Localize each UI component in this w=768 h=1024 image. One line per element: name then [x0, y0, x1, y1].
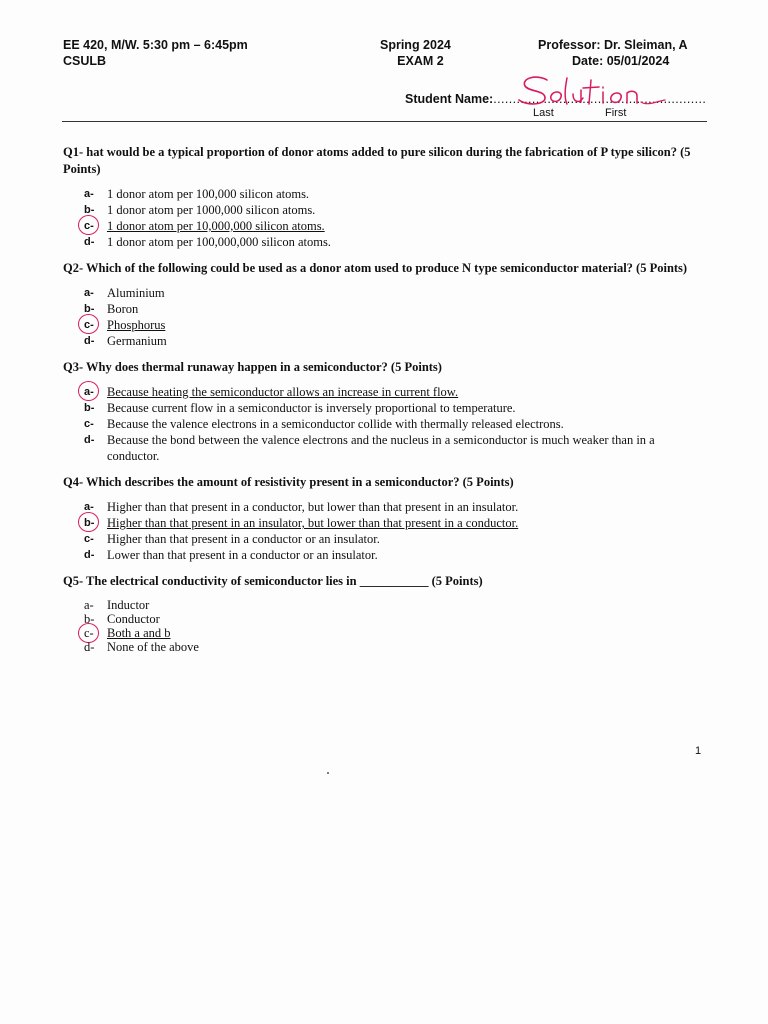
option-b-correct: [63, 515, 703, 531]
option-letter: a-: [84, 598, 94, 612]
option-c-correct: [63, 317, 703, 333]
option-letter: b-: [84, 612, 95, 626]
option-text: Germanium: [107, 334, 167, 348]
option-letter: a-: [84, 188, 94, 200]
option-c: [63, 531, 703, 547]
question-text: Q3- Why does thermal runaway happen in a semiconductor? (5 Points): [63, 360, 442, 374]
option-letter-circled: b-: [84, 517, 95, 529]
option-letter: d-: [84, 236, 95, 248]
question-4: [63, 474, 703, 563]
option-letter: d-: [84, 335, 95, 347]
option-d: [63, 432, 703, 464]
option-letter-circled: c-: [84, 220, 94, 232]
handwritten-solution-signature: [515, 72, 685, 112]
option-d: [63, 640, 703, 654]
question-text: Q2- Which of the following could be used as a donor atom used to produce N type semiconductor material? (5 Points): [63, 261, 688, 275]
option-letter: d-: [84, 434, 95, 446]
stray-dot-mark: [327, 772, 329, 774]
option-letter-circled: a-: [84, 386, 94, 398]
option-a: [63, 285, 703, 301]
option-letter: c-: [84, 418, 94, 430]
option-b: [63, 612, 703, 626]
question-text: Q5- The electrical conductivity of semiconductor lies in ___________ (5 Points): [63, 574, 483, 588]
answer-options: [63, 499, 703, 563]
option-d: [63, 234, 703, 250]
student-name-dots: .......................................................: [493, 92, 707, 106]
option-letter: c-: [84, 533, 94, 545]
option-text: 1 donor atom per 1000,000 silicon atoms.: [107, 203, 316, 217]
option-text: Lower than that present in a conductor or an insulator.: [107, 548, 378, 562]
page-number: 1: [695, 745, 702, 757]
option-c: [63, 416, 703, 432]
option-b: [63, 202, 703, 218]
option-letter: b-: [84, 303, 95, 315]
question-text: Q1- hat would be a typical proportion of donor atoms added to pure silicon during the fabrication of P type silicon? (5 Points): [63, 145, 691, 176]
professor-name: Professor: Dr. Sleiman, A: [538, 38, 688, 52]
option-c-correct: [63, 626, 703, 640]
option-letter: a-: [84, 287, 94, 299]
answer-options: [63, 598, 703, 654]
option-text: Inductor: [107, 598, 150, 612]
option-text: 1 donor atom per 10,000,000 silicon atoms.: [107, 219, 325, 233]
option-text: Aluminium: [107, 286, 165, 300]
exam-questions: [63, 144, 703, 664]
option-a-correct: [63, 384, 703, 400]
first-name-caption: First: [605, 107, 627, 119]
option-text: Phosphorus: [107, 318, 166, 332]
exam-label: EXAM 2: [397, 54, 444, 68]
term-label: Spring 2024: [380, 38, 451, 52]
option-text: 1 donor atom per 100,000,000 silicon atoms.: [107, 235, 331, 249]
option-d: [63, 333, 703, 349]
exam-header: [380, 37, 451, 69]
answer-options: [63, 384, 703, 464]
option-text: Because heating the semiconductor allows an increase in current flow.: [107, 385, 459, 399]
option-letter: d-: [84, 640, 95, 654]
last-name-caption: Last: [533, 107, 554, 119]
option-text: Because current flow in a semiconductor is inversely proportional to temperature.: [107, 401, 516, 415]
option-b: [63, 400, 703, 416]
question-5: [63, 573, 703, 654]
option-letter: b-: [84, 402, 95, 414]
option-a: [63, 499, 703, 515]
course-header: [63, 37, 248, 69]
option-letter-circled: c-: [84, 319, 94, 331]
question-text: Q4- Which describes the amount of resistivity present in a semiconductor? (5 Points): [63, 475, 514, 489]
option-text: Conductor: [107, 612, 160, 626]
option-text: Higher than that present in a conductor or an insulator.: [107, 532, 380, 546]
answer-options: [63, 186, 703, 250]
student-name-label: Student Name:: [405, 92, 494, 106]
option-letter-circled: c-: [84, 626, 94, 640]
question-1: [63, 144, 703, 250]
professor-header: [538, 37, 688, 69]
option-text: None of the above: [107, 640, 199, 654]
option-b: [63, 301, 703, 317]
option-text: Because the valence electrons in a semiconductor collide with thermally released electrons.: [107, 417, 564, 431]
option-text: Because the bond between the valence electrons and the nucleus in a semiconductor is much weaker than in a conductor.: [107, 433, 655, 463]
school-name: CSULB: [63, 54, 107, 68]
option-d: [63, 547, 703, 563]
answer-options: [63, 285, 703, 349]
option-letter: d-: [84, 549, 95, 561]
option-a: [63, 186, 703, 202]
header-divider: [62, 121, 707, 122]
option-text: Both a and b: [107, 626, 171, 640]
exam-date: Date: 05/01/2024: [572, 54, 670, 68]
question-2: [63, 260, 703, 349]
option-letter: b-: [84, 204, 95, 216]
option-c-correct: [63, 218, 703, 234]
question-3: [63, 359, 703, 464]
option-text: 1 donor atom per 100,000 silicon atoms.: [107, 187, 310, 201]
option-text: Higher than that present in a conductor, but lower than that present in an insulator.: [107, 500, 519, 514]
option-a: [63, 598, 703, 612]
course-title: EE 420, M/W. 5:30 pm – 6:45pm: [63, 38, 248, 52]
option-text: Boron: [107, 302, 139, 316]
option-letter: a-: [84, 501, 94, 513]
option-text: Higher than that present in an insulator, but lower than that present in a conductor.: [107, 516, 519, 530]
